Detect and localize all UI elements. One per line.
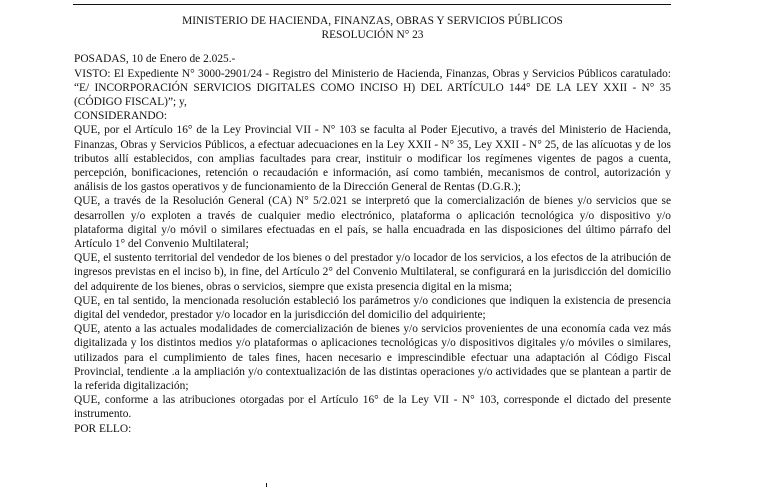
considerando-paragraph: QUE, atento a las actuales modalidades de comercialización de bienes y/o servicios provenientes de una economía cada vez más digitalizada y los distintos medios y/o plataformas o aplicaciones tecnológicas y/o dispositivos digitales y/o móviles o similares, utilizados para el cumplimiento de tales fines, hacen necesario e imprescindible efectuar una adaptación al Código Fiscal Provincial, tendiente .a la ampliación y/o contextualización de las distintas operaciones y/o actividades que se plantean a partir de la referida digitalización; (74, 323, 671, 393)
ministry-heading: MINISTERIO DE HACIENDA, FINANZAS, OBRAS Y SERVICIOS PÚBLICOS (182, 15, 563, 27)
date-line: POSADAS, 10 de Enero de 2.025.- (74, 53, 236, 66)
considerando-heading: CONSIDERANDO: (74, 110, 168, 123)
considerando-paragraph: QUE, por el Artículo 16° de la Ley Provincial VII - N° 103 se faculta al Poder Ejecutivo, a través del Ministerio de Hacienda, Finanzas, Obras y Servicios Públicos, a efectuar adecuaciones en la Ley XXII - N° 35, Ley XXII - N° 25, de las alícuotas y de los tributos allí establecidos, con amplias facultades para crear, instituir o modificar los regímenes vigentes de pagos a cuenta, percepción, bonificaciones, retención o recaudación e información, así como también, mecanismos de control, autorización y análisis de los gastos operativos y de funcionamiento de la Dirección General de Rentas (D.G.R.); (74, 124, 671, 194)
considerando-paragraph: QUE, en tal sentido, la mencionada resolución estableció los parámetros y/o condiciones que indiquen la existencia de presencia digital del vendedor, prestador y/o locador en la jurisdicción del domicilio del adquiriente; (74, 294, 671, 322)
considerando-paragraph: QUE, a través de la Resolución General (CA) N° 5/2.021 se interpretó que la comercialización de bienes y/o servicios que se desarrollen y/o exploten a través de cualquier medio electrónico, plataforma o aplicación tecnológica y/o dispositivo y/o plataforma digital y/o móvil o similares efectuadas en el país, se halla encuadrada en las disposiciones del último párrafo del Artículo 1° del Convenio Multilateral; (74, 195, 671, 251)
resolution-number: RESOLUCIÓN N° 23 (321, 29, 424, 42)
stray-mark (266, 483, 267, 487)
visto-paragraph: VISTO: El Expediente N° 3000-2901/24 - Registro del Ministerio de Hacienda, Finanzas, Obras y Servicios Públicos caratulado: “E/ INCORPORACIÓN SERVICIOS DIGITALES COMO INCISO H) DEL ARTÍCULO 144° DE LA LEY XXII - N° 35 (CÓDIGO FISCAL)”; y, (74, 67, 671, 109)
document-page (74, 14, 671, 436)
considerando-paragraph: QUE, conforme a las atribuciones otorgadas por el Artículo 16° de la Ley VII - N° 103, corresponde el dictado del presente instrumento. (74, 394, 671, 421)
top-rule (73, 4, 671, 5)
considerando-paragraph: QUE, el sustento territorial del vendedor de los bienes o del prestador y/o locador de los servicios, a los efectos de la atribución de ingresos previstas en el inciso b), in fine, del Artículo 2° del Convenio Multilateral, se configurará en la jurisdicción del domicilio del adquirente de los bienes, obras o servicios, siempre que exista presencia digital en la misma; (74, 252, 671, 293)
por-ello-heading: POR ELLO: (74, 422, 132, 435)
